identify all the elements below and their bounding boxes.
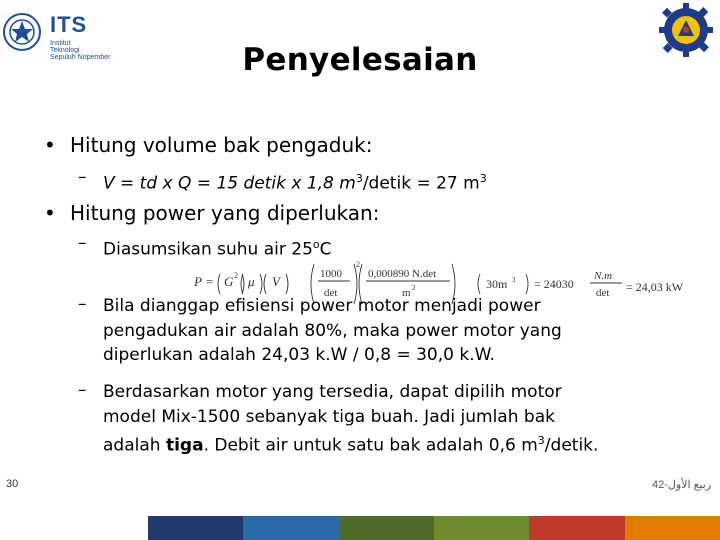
formula-v: V (272, 274, 280, 289)
formula-lhs: P = (194, 274, 214, 289)
page-title: Penyelesaian (242, 42, 478, 78)
its-subtitle-line: Sepuluh Nopember (50, 54, 111, 61)
formula-g: G (224, 274, 234, 289)
frac1-den: det (324, 287, 338, 299)
dash-marker: – (78, 380, 87, 400)
svg-text:2: 2 (412, 284, 416, 292)
bullet-text: Hitung volume bak pengaduk: (70, 133, 373, 157)
footer-date: 42-ربيع الأول (652, 479, 712, 491)
frac2-den: m (402, 287, 411, 299)
svg-text:2: 2 (234, 271, 238, 280)
sub-bullet-text: Berdasarkan motor yang tersedia, dapat dipilih motor model Mix-1500 sebanyak tiga buah. Jadi jumlah bak adalah tiga. Debit air untuk satu bak adalah 0,6 $m^3$/detik. (103, 382, 599, 456)
unit-num: N.m (594, 270, 613, 282)
bullet-marker: • (44, 133, 56, 157)
its-subtitle-line: Institut (50, 40, 71, 47)
formula-mu: μ (248, 274, 255, 289)
footer-color-segment (625, 516, 720, 540)
sub-bullet-text: Diasumsikan suhu air 25$^o$C (103, 238, 332, 260)
frac2-num: 0,000890 N.det (368, 268, 437, 280)
sub-bullet-text: Bila dianggap efisiensi power motor menjadi power pengadukan air adalah 80%, maka power motor yang diperlukan adalah 24,03 k.W / 0,8 = 30,0 k.W. (103, 296, 562, 365)
formula-eq: = 24030 (534, 277, 574, 291)
its-subtitle-line: Teknologi (50, 47, 80, 54)
footer-color-segment (339, 516, 434, 540)
sub-bullet-text: V = td x Q = 15 detik x 1,8 $m^3$/detik = 27 $m^3$ (103, 172, 487, 194)
bullet-marker: • (44, 201, 56, 225)
footer-color-segment (434, 516, 529, 540)
formula-result: = 24,03 kW (626, 280, 684, 294)
dash-marker: – (78, 233, 87, 253)
slide-number: 30 (6, 478, 19, 490)
frac1-num: 1000 (320, 268, 342, 280)
bullet-text: Hitung power yang diperlukan: (70, 201, 380, 225)
svg-text:2: 2 (356, 260, 360, 269)
dash-marker: – (78, 167, 87, 187)
footer-color-segment (243, 516, 338, 540)
unit-den: det (596, 287, 610, 299)
its-brand-text: ITS (50, 12, 88, 37)
svg-text:3: 3 (512, 276, 516, 284)
formula-volume: 30m (486, 277, 508, 291)
footer-color-segment (148, 516, 243, 540)
dash-marker: – (78, 294, 87, 314)
footer-color-segment (529, 516, 624, 540)
